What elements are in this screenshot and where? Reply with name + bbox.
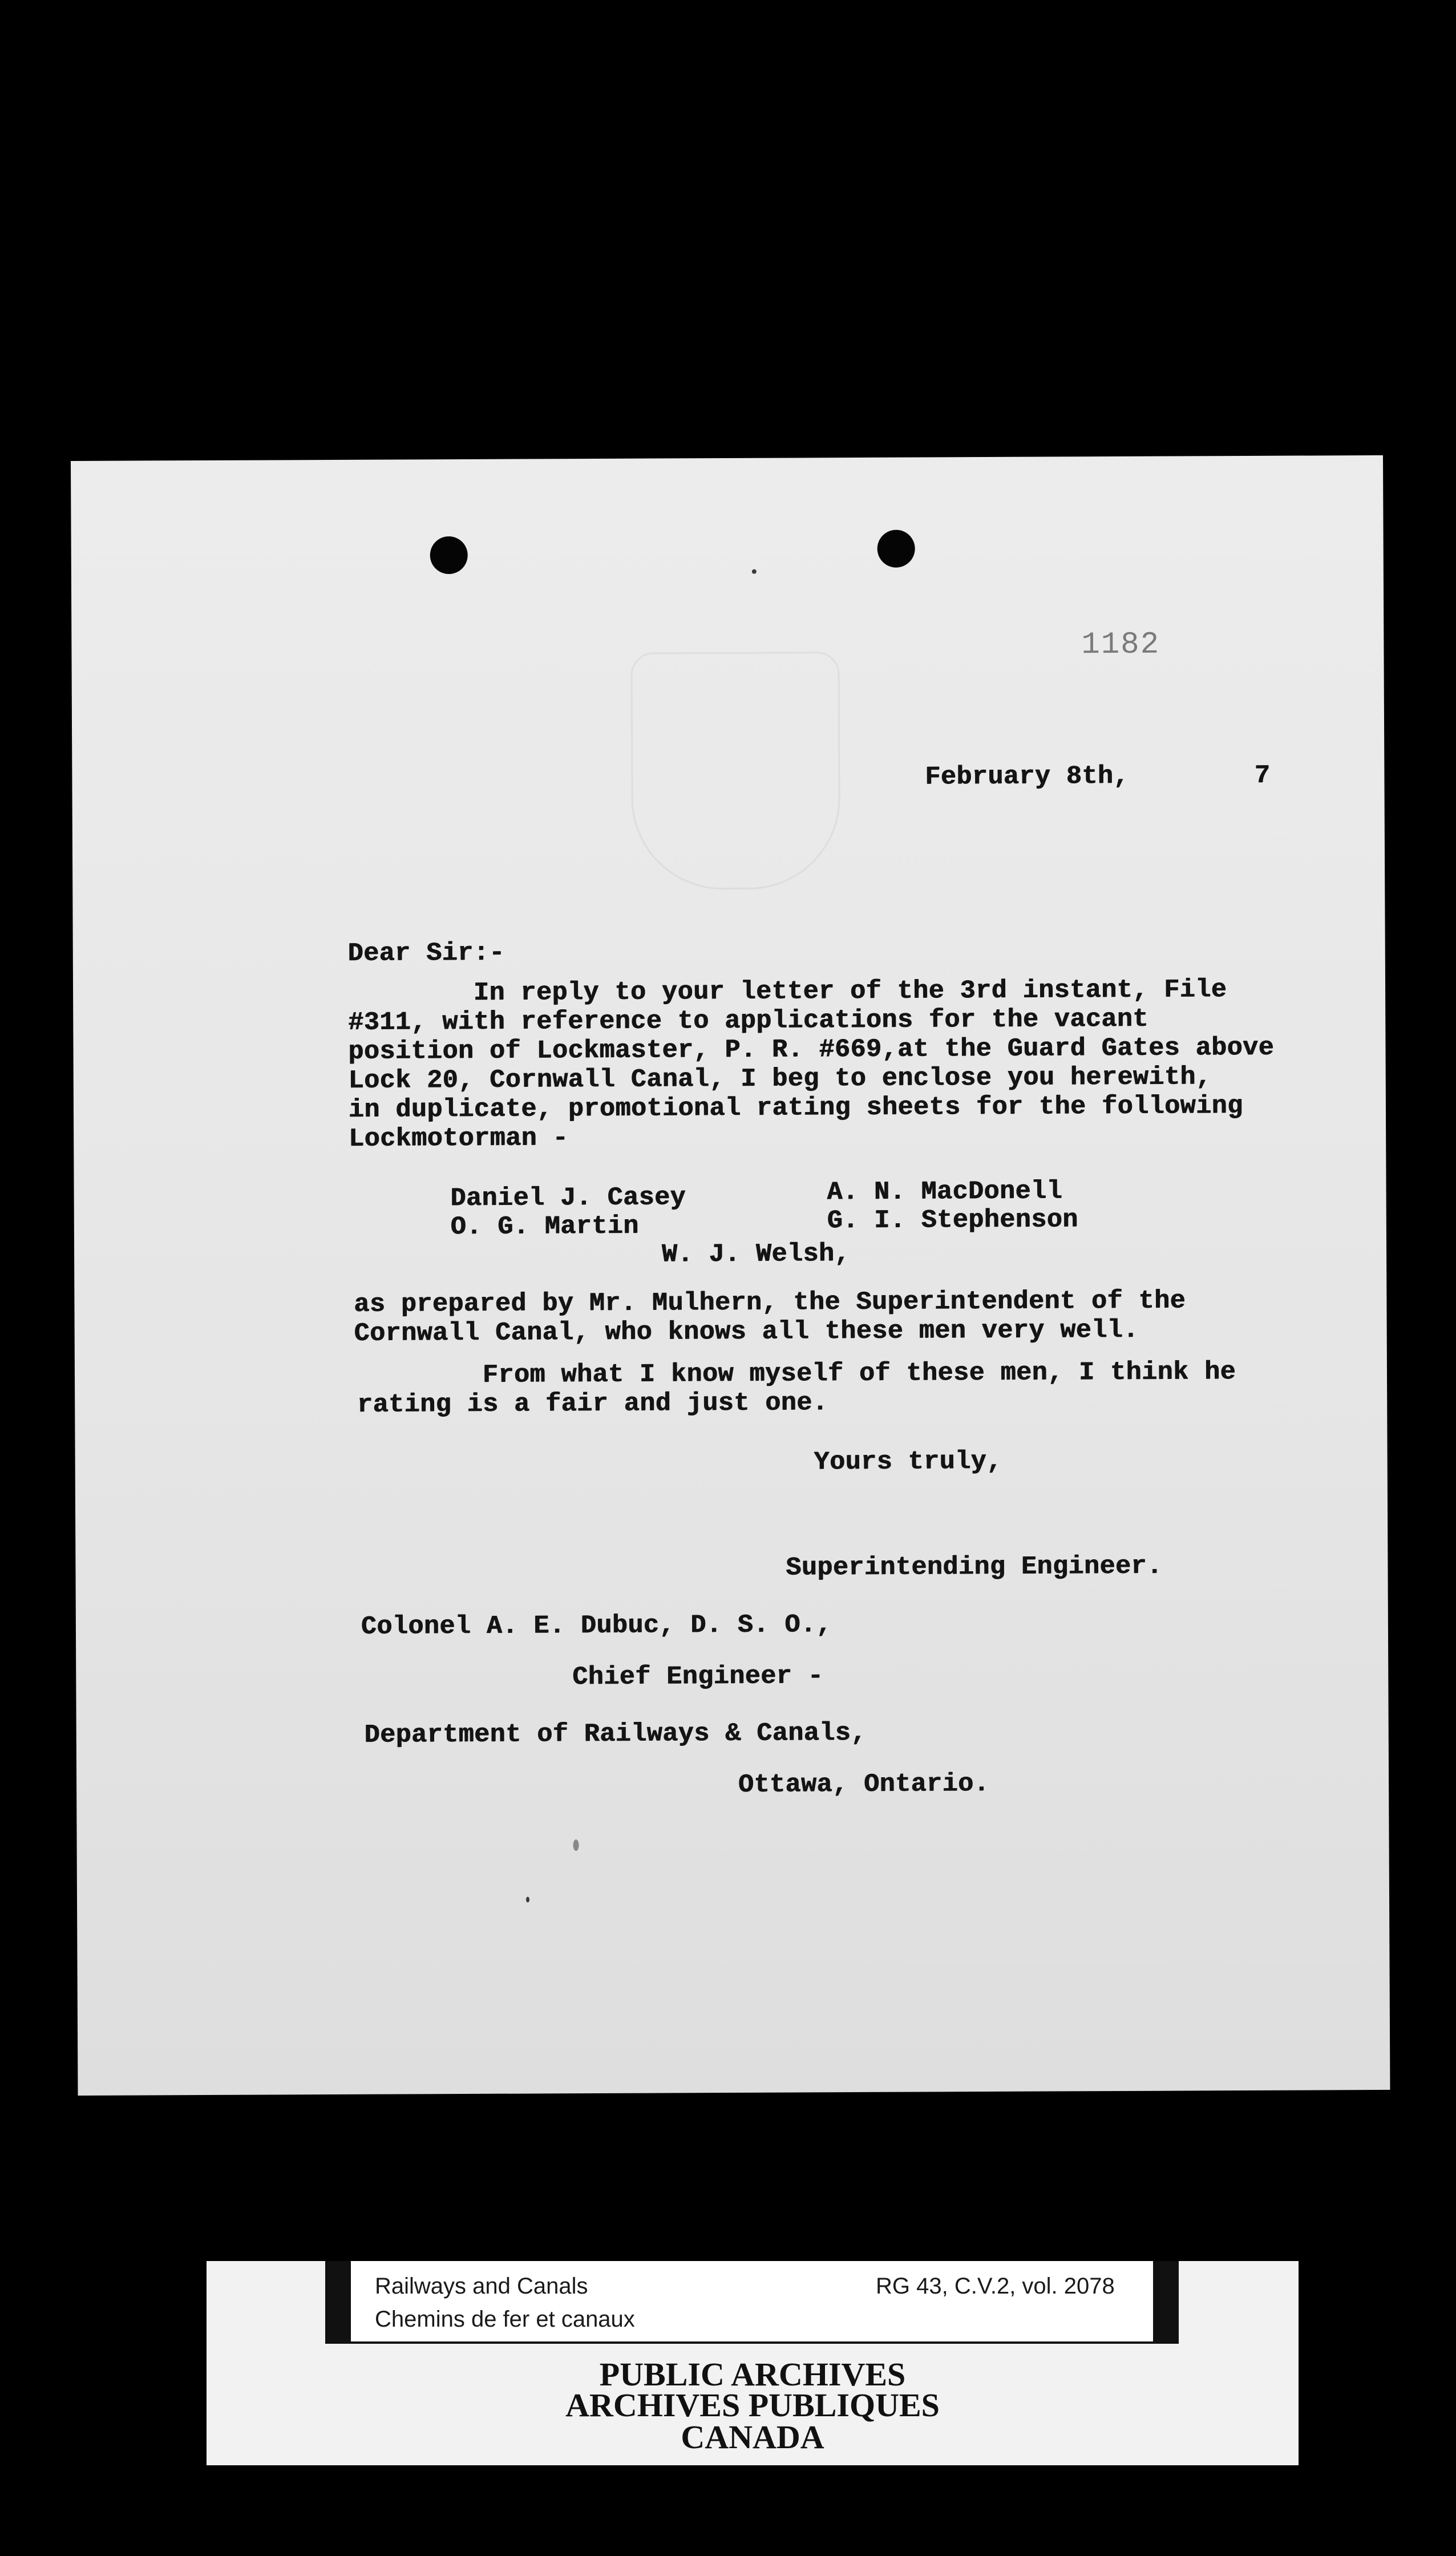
body-paragraph-1: In reply to your letter of the 3rd instant, File #311, with reference to applications for the vacant position of Lockmaster, P. R. #669,at the Guard Gates above Lock 20, Cornwall Canal, I beg to enclose you herewith, in duplicate, promotional rating sheets for the following Lockmotorman -: [347, 975, 1275, 1154]
ink-speck: [573, 1839, 579, 1851]
letter-page: [71, 455, 1390, 2096]
recipient-title: Chief Engineer -: [572, 1661, 824, 1692]
body-paragraph-3: From what I know myself of these men, I think he rating is a fair and just one.: [357, 1357, 1236, 1419]
record-group-reference: RG 43, C.V.2, vol. 2078: [876, 2274, 1115, 2299]
file-number: 1182: [1081, 627, 1160, 663]
punch-hole-left: [430, 536, 468, 574]
collection-english: Railways and Canals: [375, 2274, 588, 2299]
archive-name-french: ARCHIVES PUBLIQUES: [565, 2387, 940, 2424]
faint-watermark: [630, 652, 840, 890]
name-daniel-casey: Daniel J. Casey: [450, 1183, 686, 1214]
recipient-department: Department of Railways & Canals,: [364, 1718, 867, 1750]
name-welsh: W. J. Welsh,: [661, 1239, 851, 1269]
name-martin: O. G. Martin: [450, 1211, 640, 1242]
signature-title: Superintending Engineer.: [786, 1551, 1163, 1583]
archive-name-english: PUBLIC ARCHIVES: [599, 2356, 906, 2393]
recipient-city: Ottawa, Ontario.: [738, 1769, 990, 1799]
archive-country: CANADA: [681, 2419, 824, 2456]
recipient-name: Colonel A. E. Dubuc, D. S. O.,: [361, 1610, 832, 1641]
archive-reference-strip: [325, 2261, 1179, 2344]
name-stephenson: G. I. Stephenson: [827, 1205, 1079, 1236]
ink-speck: [526, 1897, 529, 1903]
body-paragraph-2: as prepared by Mr. Mulhern, the Superintendent of the Cornwall Canal, who knows all these men very well.: [354, 1286, 1186, 1348]
salutation: Dear Sir:-: [347, 938, 505, 968]
archive-label: [207, 2261, 1299, 2465]
letter-date: February 8th, 7: [925, 761, 1271, 792]
name-macdonell: A. N. MacDonell: [827, 1176, 1063, 1207]
collection-french: Chemins de fer et canaux: [375, 2307, 635, 2332]
ink-speck: [752, 569, 757, 574]
closing: Yours truly,: [814, 1446, 1002, 1477]
punch-hole-right: [877, 530, 915, 568]
